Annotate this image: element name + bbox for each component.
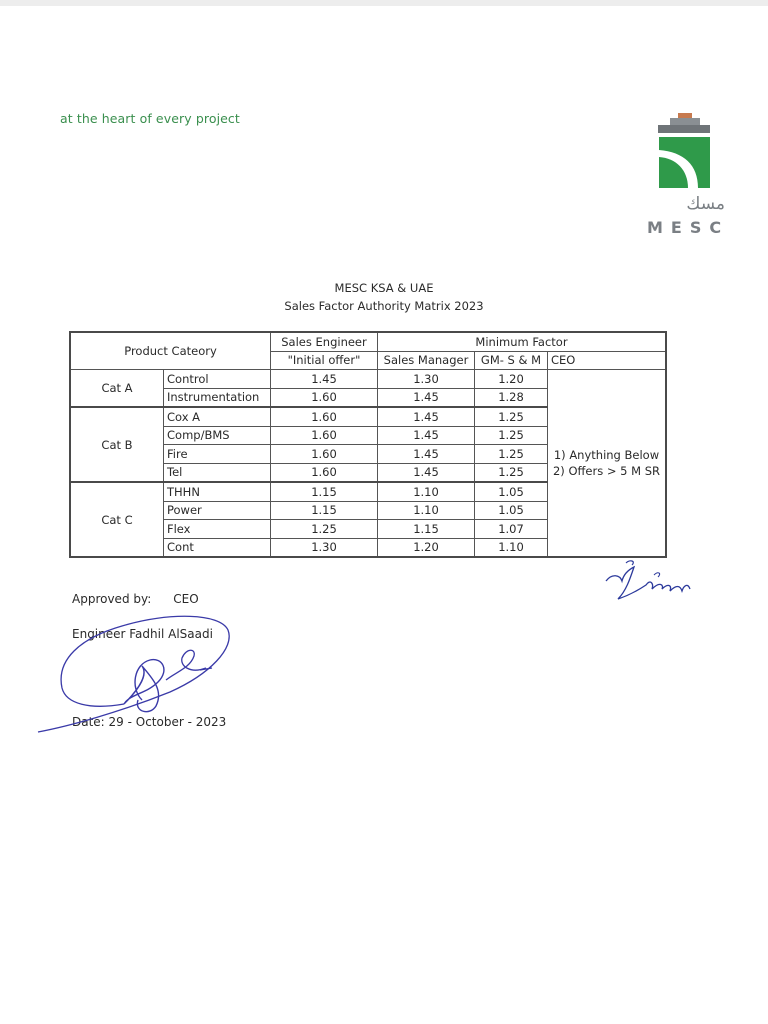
product-cell: Fire	[164, 445, 271, 464]
table-row	[70, 370, 666, 389]
document-subtitle: Sales Factor Authority Matrix 2023	[284, 299, 484, 313]
product-cell: Cont	[164, 538, 271, 557]
sales-manager-factor: 1.20	[378, 538, 475, 557]
gm-factor: 1.25	[475, 407, 548, 426]
gm-factor: 1.25	[475, 463, 548, 482]
category-cell: Cat B	[70, 407, 164, 482]
category-cell: Cat A	[70, 370, 164, 408]
product-cell: Tel	[164, 463, 271, 482]
table-header-row	[70, 332, 666, 351]
scan-top-edge	[0, 0, 768, 6]
document-title: MESC KSA & UAE	[334, 281, 434, 295]
sales-engineer-factor: 1.60	[271, 388, 378, 407]
sales-engineer-factor: 1.60	[271, 426, 378, 445]
sales-manager-factor: 1.45	[378, 407, 475, 426]
header-product-category: Product Cateory	[70, 332, 271, 370]
svg-text:مسك: مسك	[686, 194, 725, 214]
sales-manager-factor: 1.10	[378, 501, 475, 520]
gm-factor: 1.25	[475, 445, 548, 464]
header-ceo: CEO	[548, 351, 667, 370]
header-sales-manager: Sales Manager	[378, 351, 475, 370]
approval-date: Date: 29 - October - 2023	[72, 715, 227, 729]
sales-manager-factor: 1.45	[378, 388, 475, 407]
sales-manager-factor: 1.45	[378, 445, 475, 464]
sales-engineer-factor: 1.60	[271, 407, 378, 426]
gm-factor: 1.20	[475, 370, 548, 389]
sales-manager-factor: 1.45	[378, 463, 475, 482]
authority-matrix-table	[69, 331, 667, 558]
gm-factor: 1.05	[475, 482, 548, 501]
header-initial-offer: "Initial offer"	[271, 351, 378, 370]
product-cell: THHN	[164, 482, 271, 501]
sales-manager-factor: 1.45	[378, 426, 475, 445]
ceo-note-cell	[548, 370, 667, 558]
product-cell: Flex	[164, 520, 271, 539]
approved-by-role: CEO	[173, 592, 199, 606]
sales-manager-factor: 1.15	[378, 520, 475, 539]
sales-engineer-factor: 1.25	[271, 520, 378, 539]
header-minimum-factor: Minimum Factor	[378, 332, 667, 351]
sales-engineer-factor: 1.30	[271, 538, 378, 557]
sales-engineer-factor: 1.15	[271, 482, 378, 501]
engineer-signature	[30, 608, 240, 738]
gm-factor: 1.10	[475, 538, 548, 557]
sales-engineer-factor: 1.60	[271, 445, 378, 464]
gm-factor: 1.25	[475, 426, 548, 445]
engineer-name: Engineer Fadhil AlSaadi	[72, 627, 213, 641]
product-cell: Control	[164, 370, 271, 389]
sales-manager-factor: 1.30	[378, 370, 475, 389]
approved-by-label: Approved by:	[72, 592, 152, 606]
header-sales-engineer: Sales Engineer	[271, 332, 378, 351]
category-cell: Cat C	[70, 482, 164, 557]
company-tagline: at the heart of every project	[60, 111, 240, 126]
sales-manager-factor: 1.10	[378, 482, 475, 501]
gm-factor: 1.05	[475, 501, 548, 520]
gm-factor: 1.07	[475, 520, 548, 539]
header-gm: GM- S & M	[475, 351, 548, 370]
gm-factor: 1.28	[475, 388, 548, 407]
mesc-arabic-wordmark	[645, 192, 727, 214]
ceo-signature	[600, 555, 695, 610]
ceo-note-line: 1) Anything Below	[553, 448, 660, 462]
mesc-wordmark: MESC	[647, 218, 730, 237]
ceo-note-line: 2) Offers > 5 M SR	[552, 464, 660, 478]
product-cell: Cox A	[164, 407, 271, 426]
approved-by	[72, 592, 199, 606]
product-cell: Comp/BMS	[164, 426, 271, 445]
sales-engineer-factor: 1.15	[271, 501, 378, 520]
sales-engineer-factor: 1.45	[271, 370, 378, 389]
product-cell: Instrumentation	[164, 388, 271, 407]
sales-engineer-factor: 1.60	[271, 463, 378, 482]
product-cell: Power	[164, 501, 271, 520]
